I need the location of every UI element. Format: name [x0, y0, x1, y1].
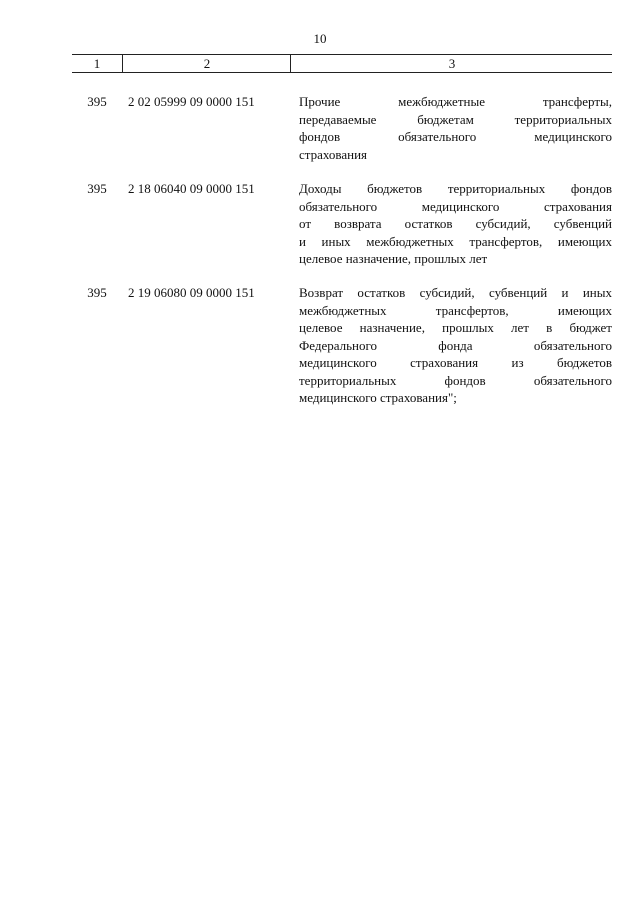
- description-line: целевое назначение, прошлых лет в бюджет: [299, 320, 612, 335]
- row-description: [299, 93, 612, 163]
- description-line: передаваемые бюджетам территориальных: [299, 111, 612, 127]
- description-line: Федерального фонда обязательного: [299, 337, 612, 353]
- description-line: Возврат остатков субсидий, субвенций и иных: [299, 285, 612, 300]
- page-number: 10: [313, 31, 327, 46]
- description-line: целевое назначение, прошлых лет: [299, 251, 488, 266]
- description-line: страхования: [299, 146, 368, 162]
- description-line: и иных межбюджетных трансфертов, имеющих: [299, 233, 612, 249]
- row-description: [299, 284, 612, 407]
- header-col-1: 1: [93, 56, 101, 71]
- description-line: обязательного медицинского страхования: [299, 198, 612, 214]
- description-line: фондов обязательного медицинского: [299, 129, 612, 144]
- description-line: территориальных фондов обязательного: [299, 372, 612, 388]
- admin-code: 395: [87, 285, 107, 300]
- table-header: [72, 54, 612, 73]
- header-col-3: 3: [290, 55, 613, 72]
- description-line: межбюджетных трансфертов, имеющих: [299, 302, 612, 318]
- admin-code: 395: [87, 94, 107, 109]
- budget-classification-code: 2 18 06040 09 0000 151: [128, 181, 255, 196]
- admin-code: 395: [87, 181, 107, 196]
- description-line: Доходы бюджетов территориальных фондов: [299, 181, 612, 196]
- description-line: медицинского страхования из бюджетов: [299, 355, 612, 370]
- header-col-2: 2: [122, 55, 291, 72]
- description-line: от возврата остатков субсидий, субвенций: [299, 216, 612, 231]
- budget-classification-code: 2 19 06080 09 0000 151: [128, 285, 255, 300]
- row-description: [299, 180, 612, 268]
- budget-classification-code: 2 02 05999 09 0000 151: [128, 94, 255, 109]
- description-line: Прочие межбюджетные трансферты,: [299, 94, 612, 109]
- description-line: медицинского страхования";: [299, 390, 457, 405]
